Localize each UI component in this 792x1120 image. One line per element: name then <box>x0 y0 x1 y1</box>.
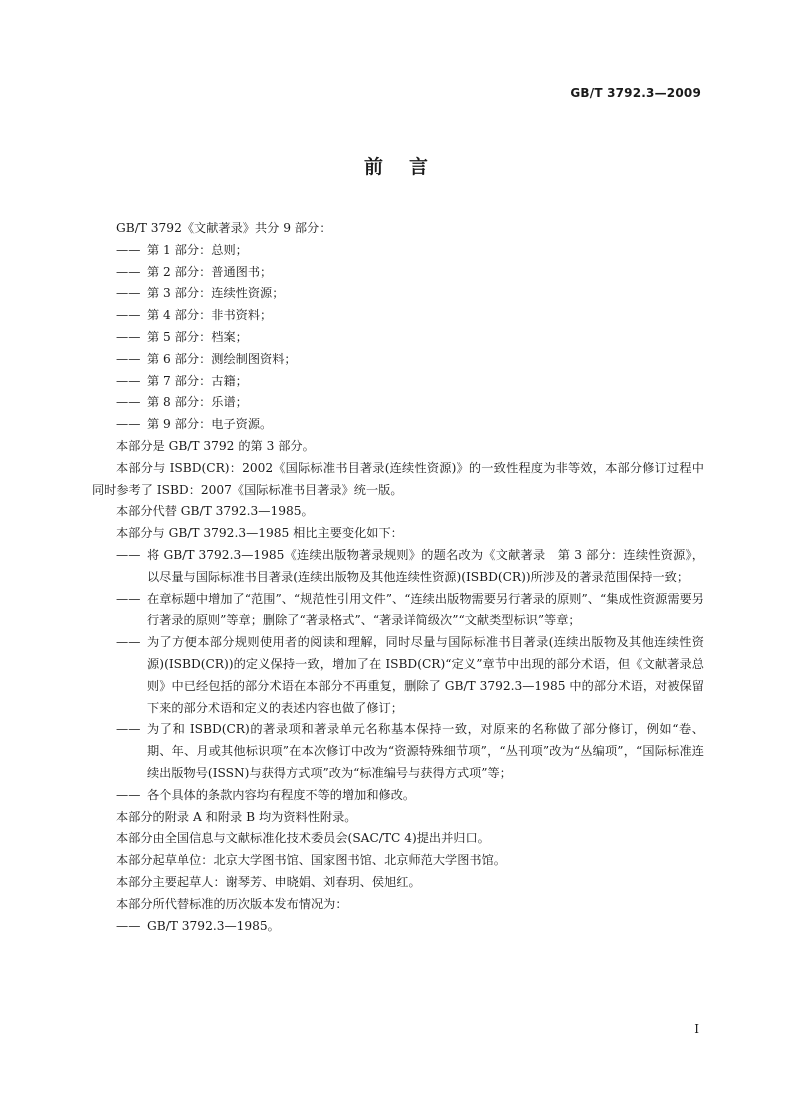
list-item: —— 将 GB/T 3792.3—1985《连续出版物著录规则》的题名改为《文献著录 第 3 部分：连续性资源》，以尽量与国际标准书目著录(连续出版物及其他连续性资源)(ISBD(CR))所涉及的著录范围保持一致； <box>116 547 704 584</box>
list-item: —— 第 2 部分：普通图书； <box>116 264 273 279</box>
list-item: —— 第 1 部分：总则； <box>116 242 248 257</box>
list-item: —— 第 9 部分：电子资源。 <box>116 417 273 432</box>
this-part-paragraph: 本部分是 GB/T 3792 的第 3 部分。 <box>116 438 315 453</box>
list-item: —— GB/T 3792.3—1985。 <box>116 918 280 933</box>
list-item: —— 为了方便本部分规则使用者的阅读和理解，同时尽量与国际标准书目著录(连续出版物及其他连续性资源)(ISBD(CR))的定义保持一致，增加了在 ISBD(CR)“定义”章节中出现的部分术语，但《文献著录总则》中已经包括的部分术语在本部分不再重复，删除了 GB/T 3792.3—1985 中的部分术语，对被保留下来的部分术语和定义的表述内容也做了修订； <box>116 635 704 715</box>
changes-list <box>92 545 704 807</box>
list-item: —— 第 5 部分：档案； <box>116 329 248 344</box>
list-item: —— 为了和 ISBD(CR)的著录项和著录单元名称基本保持一致，对原来的名称做了部分修订，例如“卷、期、年、月或其他标识项”在本次修订中改为“资源特殊细节项”，“丛刊项”改为“丛编项”，“国际标准连续出版物号(ISSN)与获得方式项”改为“标准编号与获得方式项”等； <box>116 722 704 780</box>
list-item: —— 第 4 部分：非书资料； <box>116 308 273 323</box>
drafters-paragraph: 本部分主要起草人：谢琴芳、申晓娟、刘春玥、侯旭红。 <box>116 874 421 889</box>
appendix-paragraph: 本部分的附录 A 和附录 B 均为资料性附录。 <box>116 809 357 824</box>
parts-list <box>92 240 704 436</box>
changes-intro-paragraph: 本部分与 GB/T 3792.3—1985 相比主要变化如下： <box>116 526 403 541</box>
list-item: —— 第 7 部分：古籍； <box>116 373 248 388</box>
list-item: —— 各个具体的条款内容均有程度不等的增加和修改。 <box>116 787 416 802</box>
foreword-body <box>92 218 704 937</box>
page-number: I <box>694 1022 699 1036</box>
history-intro-paragraph: 本部分所代替标准的历次版本发布情况为： <box>116 896 348 911</box>
replaces-paragraph: 本部分代替 GB/T 3792.3—1985。 <box>116 504 314 519</box>
intro-paragraph: GB/T 3792《文献著录》共分 9 部分： <box>116 221 332 235</box>
list-item: —— 第 6 部分：测绘制图资料； <box>116 351 297 366</box>
consistency-paragraph: 本部分与 ISBD(CR)：2002《国际标准书目著录(连续性资源)》的一致性程度为非等效，本部分修订过程中同时参考了 ISBD：2007《国际标准书目著录》统一版。 <box>92 460 704 497</box>
list-item: —— 第 8 部分：乐谱； <box>116 395 248 410</box>
proposer-paragraph: 本部分由全国信息与文献标准化技术委员会(SAC/TC 4)提出并归口。 <box>116 831 490 846</box>
drafting-units-paragraph: 本部分起草单位：北京大学图书馆、国家图书馆、北京师范大学图书馆。 <box>116 853 506 868</box>
history-list <box>92 916 704 938</box>
page-title: 前言 <box>363 156 454 178</box>
standard-number: GB/T 3792.3—2009 <box>570 86 701 100</box>
list-item: —— 第 3 部分：连续性资源； <box>116 286 285 301</box>
list-item: —— 在章标题中增加了“范围”、“规范性引用文件”、“连续出版物需要另行著录的原则”、“集成性资源需要另行著录的原则”等章；删除了“著录格式”、“著录详简级次”“文献类型标识”等章； <box>116 591 704 628</box>
